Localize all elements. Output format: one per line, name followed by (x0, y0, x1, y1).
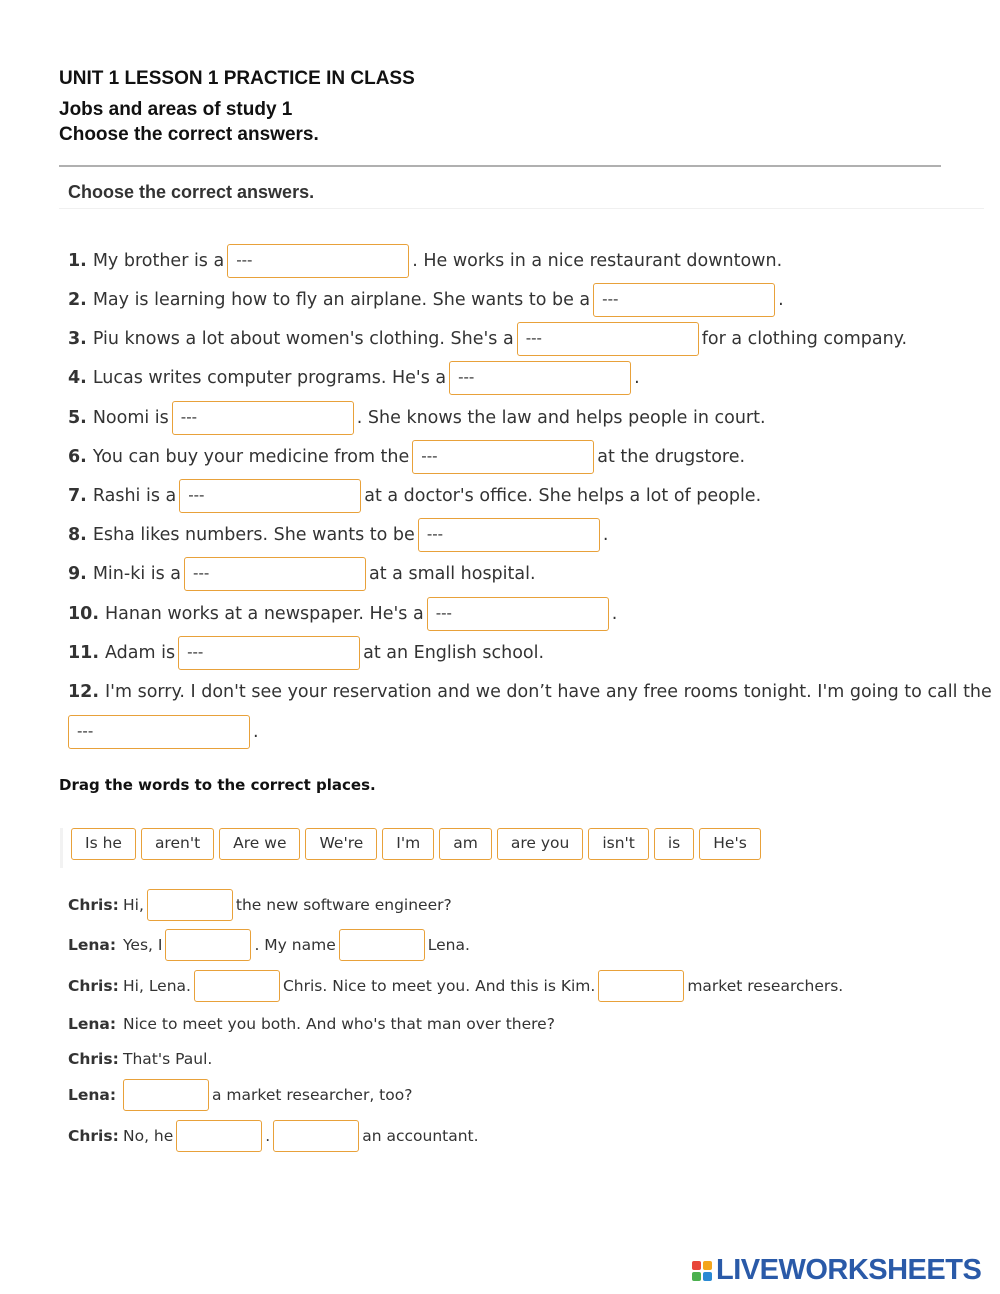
question-2 (68, 283, 784, 317)
dialogue-text: Hi, Lena. (123, 977, 191, 995)
question-number: 6. (68, 447, 87, 467)
page-subtitle: Jobs and areas of study 1 (59, 99, 293, 120)
question-text-before: Piu knows a lot about women's clothing. She's a (92, 329, 514, 349)
question-9 (68, 557, 536, 591)
question-text-after: . (602, 525, 609, 545)
speaker-name: Chris: (68, 1050, 119, 1068)
answer-dropdown[interactable]: --- (593, 283, 775, 317)
dialogue-line (68, 1042, 212, 1076)
answer-dropdown[interactable]: --- (227, 244, 409, 278)
speaker-name: Lena: (68, 1015, 117, 1033)
question-1 (68, 244, 782, 278)
drop-target[interactable] (194, 970, 280, 1002)
question-number: 8. (68, 525, 87, 545)
dialogue-text: a market researcher, too? (212, 1086, 413, 1104)
drop-target[interactable] (273, 1120, 359, 1152)
question-4 (68, 361, 640, 395)
question-text-before: You can buy your medicine from the (92, 447, 410, 467)
question-text-before: Rashi is a (92, 486, 177, 506)
question-text-after: for a clothing company. (701, 329, 908, 349)
draggable-word[interactable]: aren't (141, 828, 214, 860)
question-text-before: Hanan works at a newspaper. He's a (105, 604, 424, 624)
answer-dropdown[interactable]: --- (412, 440, 594, 474)
speaker-name: Lena: (68, 936, 117, 954)
logo-icon (692, 1261, 712, 1281)
question-text-before: Lucas writes computer programs. He's a (92, 368, 447, 388)
draggable-word[interactable]: We're (305, 828, 377, 860)
question-number: 5. (68, 408, 87, 428)
drop-target[interactable] (165, 929, 251, 961)
question-3 (68, 322, 907, 356)
question-text-after: . He works in a nice restaurant downtown. (412, 251, 783, 271)
draggable-word[interactable]: am (439, 828, 492, 860)
answer-dropdown[interactable]: --- (427, 597, 609, 631)
question-12-continued (68, 715, 259, 749)
dialogue-text: market researchers. (687, 977, 844, 995)
section1-heading: Choose the correct answers. (68, 182, 315, 202)
draggable-word[interactable]: isn't (588, 828, 649, 860)
answer-dropdown[interactable]: --- (172, 401, 354, 435)
page-title: UNIT 1 LESSON 1 PRACTICE IN CLASS (59, 68, 415, 89)
answer-dropdown[interactable]: --- (449, 361, 631, 395)
question-text-after: at the drugstore. (597, 447, 746, 467)
question-text-after: at a small hospital. (369, 564, 536, 584)
speaker-name: Lena: (68, 1086, 117, 1104)
answer-dropdown[interactable]: --- (517, 322, 699, 356)
dialogue-text: That's Paul. (123, 1050, 213, 1068)
question-number: 7. (68, 486, 87, 506)
dialogue-line (68, 1078, 412, 1112)
answer-dropdown[interactable]: --- (179, 479, 361, 513)
draggable-word[interactable]: He's (699, 828, 761, 860)
dialogue-line (68, 888, 452, 922)
question-text-before: My brother is a (92, 251, 225, 271)
question-number: 4. (68, 368, 87, 388)
logo-wordmark: LIVEWORKSHEETS (716, 1254, 982, 1286)
dialogue-text: an accountant. (362, 1127, 479, 1145)
drop-target[interactable] (176, 1120, 262, 1152)
question-7 (68, 479, 761, 513)
answer-dropdown[interactable]: --- (178, 636, 360, 670)
question-5 (68, 401, 766, 435)
question-11 (68, 636, 544, 670)
dialogue-text: the new software engineer? (235, 896, 452, 914)
question-text-after: . (778, 290, 784, 310)
page-instruction: Choose the correct answers. (59, 124, 319, 145)
question-text-after: . (253, 722, 259, 742)
answer-dropdown[interactable]: --- (418, 518, 600, 552)
liveworksheets-logo (692, 1254, 981, 1287)
dialogue-line (68, 928, 470, 962)
question-number: 2. (68, 290, 87, 310)
question-6 (68, 440, 745, 474)
question-text-after: . She knows the law and helps people in court. (356, 408, 766, 428)
question-number: 11. (68, 643, 100, 663)
question-text-before: May is learning how to fly an airplane. She wants to be a (92, 290, 591, 310)
question-text-before: Esha likes numbers. She wants to be (92, 525, 415, 545)
question-text-after: . (611, 604, 618, 624)
draggable-word[interactable]: is (654, 828, 694, 860)
dialogue-text: Yes, I (123, 936, 163, 954)
question-10 (68, 597, 617, 631)
question-8 (68, 518, 608, 552)
drop-target[interactable] (598, 970, 684, 1002)
dialogue-text: . My name (254, 936, 336, 954)
speaker-name: Chris: (68, 1127, 119, 1145)
section2-heading: Drag the words to the correct places. (59, 776, 376, 794)
question-text-after: at an English school. (363, 643, 545, 663)
dialogue-text: Nice to meet you both. And who's that man over there? (123, 1015, 555, 1033)
question-text-before: Min-ki is a (92, 564, 182, 584)
question-number: 10. (68, 604, 100, 624)
draggable-word[interactable]: Is he (71, 828, 136, 860)
answer-dropdown[interactable]: --- (184, 557, 366, 591)
dialogue-line (68, 1007, 555, 1041)
dialogue-text: Chris. Nice to meet you. And this is Kim. (282, 977, 596, 995)
draggable-word[interactable]: I'm (382, 828, 434, 860)
question-number: 12. (68, 682, 100, 702)
speaker-name: Chris: (68, 896, 119, 914)
question-text-before: Adam is (105, 643, 176, 663)
question-12 (68, 675, 992, 709)
question-number: 3. (68, 329, 87, 349)
question-text-after: at a doctor's office. She helps a lot of people. (364, 486, 762, 506)
question-text-before: Noomi is (92, 408, 169, 428)
question-text-after: . (634, 368, 640, 388)
drop-target[interactable] (123, 1079, 209, 1111)
question-number: 9. (68, 564, 87, 584)
dialogue-text: No, he (123, 1127, 174, 1145)
divider (59, 165, 941, 167)
question-text-before: I'm sorry. I don't see your reservation and we don’t have any free rooms tonight. I'm going to call the (105, 682, 992, 702)
dialogue-line (68, 1119, 479, 1153)
draggable-word[interactable]: Are we (219, 828, 300, 860)
drop-target[interactable] (147, 889, 233, 921)
speaker-name: Chris: (68, 977, 119, 995)
dialogue-text: Hi, (123, 896, 144, 914)
question-number: 1. (68, 251, 87, 271)
dialogue-text: Lena. (427, 936, 470, 954)
answer-dropdown[interactable]: --- (68, 715, 250, 749)
word-bank (60, 828, 761, 868)
drop-target[interactable] (339, 929, 425, 961)
dialogue-line (68, 969, 843, 1003)
dialogue-text: . (265, 1127, 271, 1145)
draggable-word[interactable]: are you (497, 828, 583, 860)
